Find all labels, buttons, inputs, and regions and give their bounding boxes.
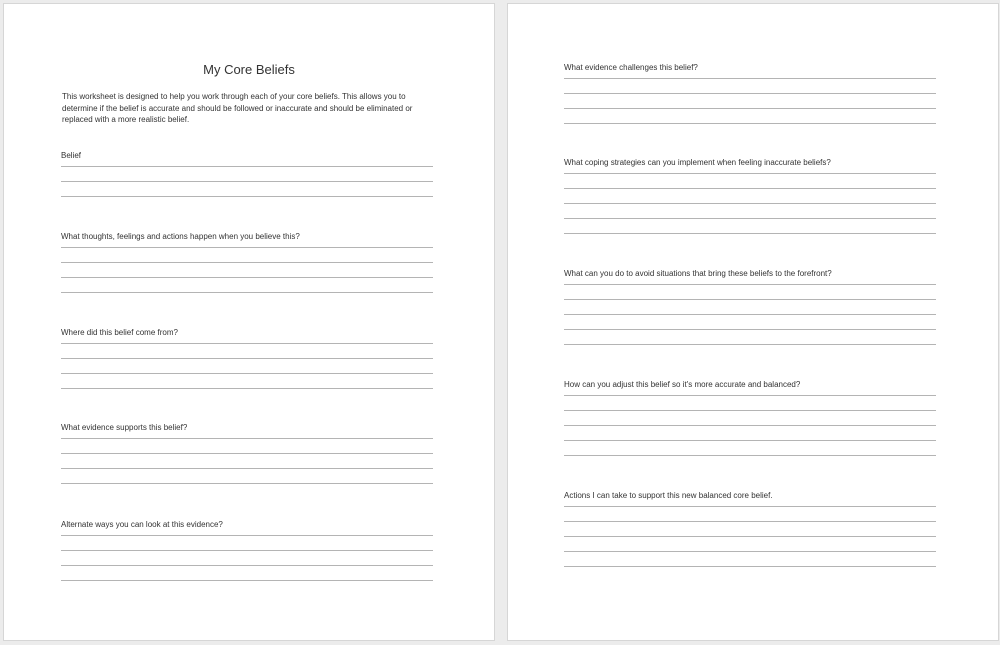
answer-line [564, 566, 936, 567]
section-belief [61, 151, 433, 197]
answer-line [61, 343, 433, 344]
section-label: How can you adjust this belief so it's more accurate and balanced? [564, 380, 801, 389]
answer-line [564, 410, 936, 411]
answer-line [564, 233, 936, 234]
answer-line [564, 329, 936, 330]
answer-line [61, 196, 433, 197]
section-label: What can you do to avoid situations that bring these beliefs to the forefront? [564, 269, 832, 278]
answer-line [564, 344, 936, 345]
answer-line [61, 166, 433, 167]
answer-line [61, 262, 433, 263]
section-supporting-actions [564, 491, 936, 567]
answer-line [564, 521, 936, 522]
section-thoughts-feelings-actions [61, 232, 433, 293]
section-label: Alternate ways you can look at this evidence? [61, 520, 223, 529]
answer-line [61, 580, 433, 581]
answer-line [564, 314, 936, 315]
answer-line [564, 536, 936, 537]
answer-line [564, 284, 936, 285]
section-adjust-belief [564, 380, 936, 456]
answer-line [564, 93, 936, 94]
page-title: My Core Beliefs [203, 62, 295, 77]
section-label: Where did this belief come from? [61, 328, 178, 337]
answer-line [564, 173, 936, 174]
answer-line [564, 506, 936, 507]
answer-line [564, 455, 936, 456]
answer-line [61, 565, 433, 566]
answer-line [564, 440, 936, 441]
section-label: What evidence supports this belief? [61, 423, 188, 432]
answer-line [61, 373, 433, 374]
answer-line [61, 535, 433, 536]
answer-line [61, 358, 433, 359]
answer-line [564, 395, 936, 396]
answer-line [61, 277, 433, 278]
answer-line [61, 181, 433, 182]
answer-line [61, 292, 433, 293]
answer-line [564, 425, 936, 426]
section-label: What thoughts, feelings and actions happen when you believe this? [61, 232, 300, 241]
answer-line [61, 468, 433, 469]
section-coping-strategies [564, 158, 936, 234]
worksheet-page-2 [507, 3, 999, 641]
section-belief-origin [61, 328, 433, 389]
section-label: Belief [61, 151, 82, 160]
answer-line [564, 551, 936, 552]
section-label: Actions I can take to support this new balanced core belief. [564, 491, 773, 500]
answer-line [61, 453, 433, 454]
section-avoid-situations [564, 269, 936, 345]
answer-line [564, 123, 936, 124]
answer-line [564, 203, 936, 204]
answer-line [61, 388, 433, 389]
intro-paragraph: This worksheet is designed to help you work through each of your core beliefs. This allows you to determine if the belief is accurate and should be followed or inaccurate and should be eliminated or replaced with a more realistic belief. [62, 92, 413, 125]
answer-line [564, 299, 936, 300]
answer-line [564, 218, 936, 219]
answer-line [564, 78, 936, 79]
answer-line [61, 483, 433, 484]
section-label: What coping strategies can you implement when feeling inaccurate beliefs? [564, 158, 831, 167]
answer-line [61, 438, 433, 439]
worksheet-page-1 [3, 3, 495, 641]
section-supporting-evidence [61, 423, 433, 484]
section-label: What evidence challenges this belief? [564, 63, 698, 72]
section-challenging-evidence [564, 63, 936, 124]
answer-line [564, 108, 936, 109]
section-alternate-views [61, 520, 433, 581]
answer-line [61, 550, 433, 551]
answer-line [61, 247, 433, 248]
answer-line [564, 188, 936, 189]
